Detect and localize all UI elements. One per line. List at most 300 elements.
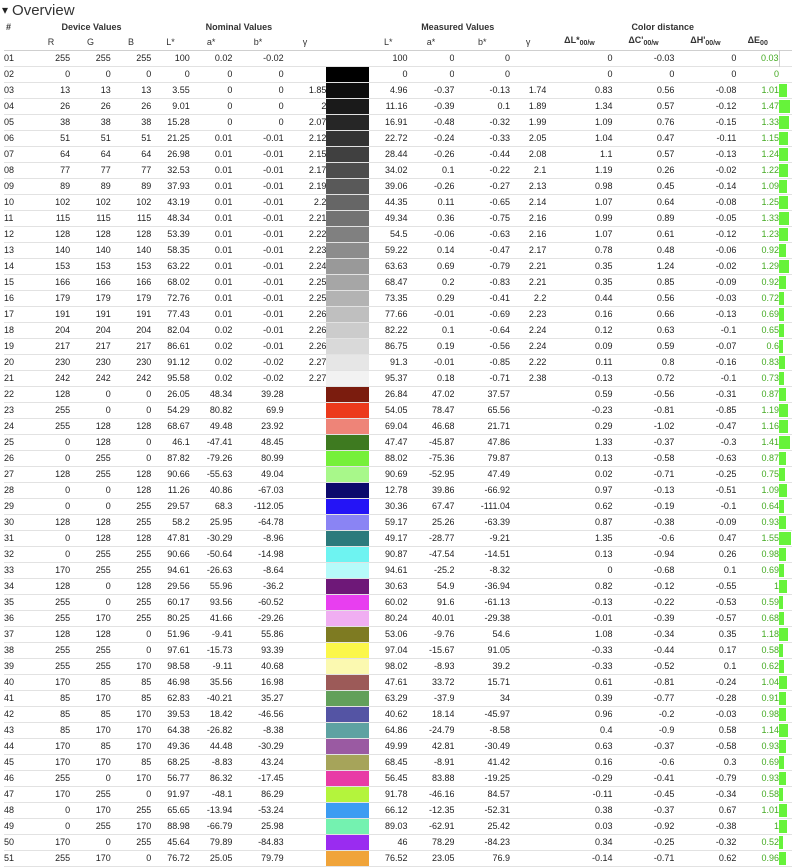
measured-a: -12.35 (428, 805, 455, 815)
nominal-l: 46.1 (172, 437, 190, 447)
table-row (4, 419, 792, 435)
row-index: 28 (4, 485, 15, 495)
nominal-b: -0.01 (263, 277, 284, 287)
delta-e-bar-fill (779, 132, 788, 145)
measured-b: -0.56 (489, 341, 510, 351)
nominal-a: 35.56 (209, 677, 233, 687)
swatch (326, 259, 369, 275)
measured-gamma (510, 563, 546, 579)
idx-header: # (6, 22, 12, 32)
device-g: 0 (105, 597, 111, 607)
delta-e-bar-fill (779, 580, 787, 593)
device-b: 0 (146, 405, 152, 415)
nominal-b: 0 (278, 101, 284, 111)
nominal-b: -29.26 (258, 613, 284, 623)
nominal-b: 0 (278, 69, 284, 79)
nominal-a: -9.41 (211, 629, 233, 639)
group-header-row (4, 20, 792, 34)
delta-c: 0.72 (656, 373, 675, 383)
swatch (326, 819, 369, 835)
color-swatch (326, 435, 369, 450)
nominal-b: 35.27 (261, 693, 284, 703)
nominal-l: 0 (184, 69, 190, 79)
nominal-gamma: 2.25 (308, 293, 327, 303)
overview-section-header[interactable] (0, 0, 800, 20)
nominal-gamma (284, 579, 327, 595)
measured-l: 73.35 (384, 293, 408, 303)
nominal-l: 32.53 (167, 165, 190, 175)
nominal-gamma: 2.2 (313, 197, 327, 207)
measured-a: -0.26 (433, 181, 455, 191)
row-index: 31 (4, 533, 15, 543)
measured-gamma (510, 803, 546, 819)
delta-c: 0.89 (656, 213, 675, 223)
row-index: 02 (4, 69, 15, 79)
measured-gamma (510, 531, 546, 547)
delta-l: 1.35 (595, 533, 613, 543)
color-swatch (326, 643, 369, 658)
device-r: 255 (55, 421, 71, 431)
delta-h: 0.67 (718, 805, 737, 815)
nominal-a: 0.01 (214, 165, 233, 175)
table-row (4, 179, 792, 195)
nominal-b: 79.79 (261, 853, 284, 863)
delta-l: -0.33 (592, 661, 613, 671)
measured-l: 47.47 (384, 437, 408, 447)
delta-h: -0.25 (715, 469, 737, 479)
measured-a: 23.05 (431, 853, 455, 863)
swatch (326, 643, 369, 659)
device-b: 166 (136, 277, 152, 287)
delta-l: 0.16 (595, 309, 613, 319)
device-b: 170 (136, 725, 152, 735)
delta-e-bar-fill (779, 324, 784, 337)
swatch (326, 83, 369, 99)
row-index: 37 (4, 629, 15, 639)
nominal-l: 51.96 (167, 629, 190, 639)
nominal-l: 3.55 (172, 85, 190, 95)
delta-c: 0.66 (656, 309, 675, 319)
measured-l: 39.06 (384, 181, 408, 191)
device-r: 242 (55, 373, 71, 383)
measured-a: 47.02 (431, 389, 455, 399)
row-index: 04 (4, 101, 15, 111)
table-row (4, 835, 792, 851)
measured-a: -9.76 (433, 629, 455, 639)
device-g: 153 (95, 261, 111, 271)
device-g: 204 (95, 325, 111, 335)
measured-gamma (510, 707, 546, 723)
measured-gamma (510, 387, 546, 403)
row-index: 11 (4, 213, 14, 223)
device-g: 242 (95, 373, 111, 383)
delta-c: -0.03 (653, 53, 675, 63)
delta-e-bar-fill (779, 228, 788, 241)
delta-e-bar-fill (779, 148, 788, 161)
delta-e-bar (779, 803, 792, 819)
delta-h: -0.06 (715, 245, 737, 255)
delta-e-bar-fill (779, 420, 788, 433)
delta-e-bar-fill (779, 388, 786, 401)
nominal-gamma (284, 403, 327, 419)
nominal-a: -79.26 (206, 453, 233, 463)
nominal-l: 76.72 (167, 853, 190, 863)
device-r: 255 (55, 613, 71, 623)
measured-gamma (510, 627, 546, 643)
measured-a: -46.16 (428, 789, 455, 799)
color-swatch (326, 115, 369, 130)
swatch (326, 691, 369, 707)
nominal-a: -55.63 (206, 469, 233, 479)
delta-e-bar (779, 467, 792, 483)
nominal-a: 0.01 (214, 277, 233, 287)
table-row (4, 579, 792, 595)
delta-e-bar-fill (779, 708, 786, 721)
delta-h: -0.34 (715, 789, 737, 799)
nominal-b: -36.2 (263, 581, 284, 591)
delta-e-bar (779, 611, 792, 627)
nominal-l: 37.93 (167, 181, 190, 191)
row-index: 42 (4, 709, 15, 719)
device-g: 255 (95, 453, 111, 463)
measured-a: 83.88 (431, 773, 455, 783)
delta-c: 0.48 (656, 245, 675, 255)
delta-e-bar (779, 131, 792, 147)
delta-l: 0.62 (595, 501, 613, 511)
delta-e-bar-fill (779, 484, 787, 497)
delta-e: 0.75 (761, 469, 780, 479)
delta-l: 1.04 (595, 133, 613, 143)
device-b: 217 (136, 341, 152, 351)
delta-e-bar-fill (779, 772, 786, 785)
color-swatch (326, 771, 369, 786)
row-index: 41 (4, 693, 15, 703)
measured-a: 25.26 (431, 517, 455, 527)
swatch (326, 835, 369, 851)
device-b: 0 (146, 645, 152, 655)
nominal-a: 93.56 (209, 597, 233, 607)
row-index: 13 (4, 245, 15, 255)
table-row (4, 115, 792, 131)
measured-l: 11.16 (385, 101, 408, 111)
measured-l: 68.47 (384, 277, 408, 287)
nominal-b: -67.03 (258, 485, 284, 495)
color-swatch (326, 627, 369, 642)
delta-e: 0.68 (761, 613, 780, 623)
device-g: 128 (95, 533, 111, 543)
measured-l: 0 (402, 69, 408, 79)
device-b: 191 (136, 309, 152, 319)
nominal-gamma: 2.27 (308, 373, 327, 383)
measured-gamma (510, 515, 546, 531)
measured-l: 60.02 (384, 597, 408, 607)
device-b: 51 (141, 133, 152, 143)
device-g: 0 (105, 69, 111, 79)
delta-e: 1.23 (761, 229, 780, 239)
device-b: 242 (136, 373, 152, 383)
delta-c: 0.56 (656, 293, 675, 303)
device-g: 0 (105, 837, 111, 847)
nominal-l: 94.61 (167, 565, 190, 575)
nominal-b: 69.9 (266, 405, 284, 415)
swatch (326, 531, 369, 547)
measured-b: -8.32 (489, 565, 510, 575)
measured-l: 56.45 (384, 773, 408, 783)
delta-l: 0.39 (595, 693, 613, 703)
nominal-l: 9.01 (172, 101, 190, 111)
measured-gamma (510, 819, 546, 835)
swatch (326, 419, 369, 435)
nominal-l: 80.25 (167, 613, 190, 623)
delta-e-bar (779, 259, 792, 275)
nominal-gamma (284, 67, 327, 83)
nominal-a: 0.01 (214, 213, 233, 223)
nominal-a: 0.01 (214, 245, 233, 255)
device-r: 255 (55, 853, 71, 863)
device-b: 255 (136, 517, 152, 527)
device-g: 128 (95, 421, 111, 431)
table-row (4, 515, 792, 531)
nominal-l: 65.65 (167, 805, 190, 815)
color-swatch (326, 259, 369, 274)
delta-l: 0.78 (595, 245, 613, 255)
delta-e: 0 (774, 69, 780, 79)
nominal-gamma (284, 483, 327, 499)
measured-l: 98.02 (384, 661, 408, 671)
color-swatch (326, 787, 369, 802)
measured-b: 84.57 (487, 789, 510, 799)
device-r: 89 (60, 181, 71, 191)
delta-c: -0.22 (653, 597, 675, 607)
device-r: 102 (55, 197, 71, 207)
delta-e: 1.09 (761, 485, 780, 495)
nominal-a: 49.48 (209, 421, 233, 431)
device-g: 128 (95, 517, 111, 527)
device-b: 85 (141, 693, 152, 703)
nominal-b: -0.01 (263, 149, 284, 159)
nominal-b: 43.24 (261, 757, 284, 767)
delta-h: -0.38 (715, 821, 737, 831)
delta-e: 0.69 (761, 309, 780, 319)
collapse-caret-icon[interactable]: ▾ (2, 3, 9, 17)
nominal-a: 0.01 (214, 261, 233, 271)
delta-l: 0 (607, 53, 613, 63)
r-header: R (47, 37, 55, 47)
row-index: 40 (4, 677, 15, 687)
color-swatch (326, 675, 369, 690)
measured-b: -0.79 (489, 261, 510, 271)
delta-l: -0.01 (592, 613, 613, 623)
nominal-gamma (284, 595, 327, 611)
delta-e-bar-fill (779, 212, 789, 225)
measured-gamma: 2.21 (528, 277, 547, 287)
nominal-a: 0.02 (214, 373, 233, 383)
swatch (326, 67, 369, 83)
measured-b: -30.49 (484, 741, 510, 751)
delta-c: -0.25 (653, 837, 675, 847)
measurement-table (4, 20, 792, 867)
nominal-b: -112.05 (253, 501, 284, 511)
color-swatch (326, 467, 369, 482)
nominal-l: 15.28 (167, 117, 190, 127)
delta-c: 0.8 (661, 357, 675, 367)
delta-l: -0.13 (592, 373, 613, 383)
swatch (326, 627, 369, 643)
device-g: 255 (95, 789, 111, 799)
measured-b: -0.83 (489, 277, 510, 287)
nominal-l: 90.66 (167, 549, 190, 559)
measured-a: -28.77 (428, 533, 455, 543)
measured-a: -25.2 (433, 565, 455, 575)
delta-e-bar-fill (779, 612, 784, 625)
color-swatch (326, 659, 369, 674)
delta-c: -0.45 (653, 789, 675, 799)
delta-e: 0.64 (761, 501, 780, 511)
delta-e: 1.33 (761, 117, 780, 127)
row-index: 51 (4, 853, 15, 863)
swatch (326, 195, 369, 211)
measured-gamma: 2.16 (528, 213, 547, 223)
table-row (4, 243, 792, 259)
device-g: 170 (95, 853, 111, 863)
measured-l: 89.03 (384, 821, 408, 831)
delta-l: 0.63 (595, 741, 613, 751)
nominal-gamma (284, 819, 327, 835)
table-row (4, 51, 792, 67)
nominal-gamma (284, 515, 327, 531)
color-swatch (326, 243, 369, 258)
measured-a: 0.1 (441, 165, 455, 175)
nominal-a: 25.95 (209, 517, 233, 527)
nominal-gamma (284, 611, 327, 627)
delta-c: -0.41 (653, 773, 675, 783)
device-r: 204 (55, 325, 71, 335)
delta-l: 0.29 (595, 421, 613, 431)
delta-e-bar-fill (779, 516, 786, 529)
delta-e-bar-fill (779, 740, 786, 753)
measured-b: 91.05 (487, 645, 510, 655)
row-index: 35 (4, 597, 15, 607)
nominal-gamma (284, 675, 327, 691)
delta-c: 0.59 (656, 341, 675, 351)
delta-c: 0.26 (656, 165, 675, 175)
color-swatch (326, 291, 369, 306)
nominal-gamma (284, 707, 327, 723)
delta-e: 0.83 (761, 357, 780, 367)
row-index: 44 (4, 741, 15, 751)
swatch (326, 563, 369, 579)
delta-e-bar-fill (779, 260, 789, 273)
table-row (4, 259, 792, 275)
measured-gamma: 1.99 (528, 117, 547, 127)
swatch (326, 163, 369, 179)
measured-l: 77.66 (384, 309, 408, 319)
measured-b: -0.75 (489, 213, 510, 223)
device-r: 0 (65, 501, 71, 511)
device-r: 0 (65, 821, 71, 831)
delta-c: -0.77 (653, 693, 675, 703)
delta-c: -0.68 (653, 565, 675, 575)
delta-h: -0.63 (715, 453, 737, 463)
measured-b: -0.69 (489, 309, 510, 319)
delta-h: 0.58 (718, 725, 737, 735)
nominal-gamma (284, 435, 327, 451)
device-g: 230 (95, 357, 111, 367)
swatch (326, 131, 369, 147)
delta-l: 0.82 (595, 581, 613, 591)
nominal-l: 90.66 (167, 469, 190, 479)
measured-a: 46.68 (431, 421, 455, 431)
color-swatch (326, 547, 369, 562)
measured-gamma: 1.89 (528, 101, 547, 111)
nominal-l: 11.26 (167, 485, 190, 495)
measured-b: -45.97 (484, 709, 510, 719)
measured-l: 4.96 (389, 85, 408, 95)
delta-e-bar (779, 147, 792, 163)
delta-e-bar (779, 659, 792, 675)
measured-a: -0.06 (433, 229, 455, 239)
measured-gamma (510, 483, 546, 499)
measured-b: -0.63 (489, 229, 510, 239)
delta-l: 0.98 (595, 181, 613, 191)
table-row (4, 531, 792, 547)
delta-e: 0.6 (766, 341, 780, 351)
device-g: 115 (96, 213, 111, 223)
table-row (4, 755, 792, 771)
measured-b: 41.42 (487, 757, 510, 767)
swatch (326, 595, 369, 611)
delta-h: -0.51 (715, 485, 737, 495)
delta-c: -0.9 (658, 725, 675, 735)
nominal-l: 54.29 (167, 405, 190, 415)
nominal-a: 86.32 (209, 773, 233, 783)
measured-l: 59.17 (384, 517, 408, 527)
measured-b: 76.9 (492, 853, 510, 863)
nominal-l: 29.56 (167, 581, 190, 591)
table-row (4, 227, 792, 243)
nominal-a: -15.73 (206, 645, 233, 655)
device-b: 140 (136, 245, 152, 255)
delta-h: -0.47 (715, 421, 737, 431)
measured-l: 30.63 (384, 581, 408, 591)
swatch (326, 707, 369, 723)
nominal-a: 0.01 (214, 309, 233, 319)
nominal-b: 0 (278, 117, 284, 127)
delta-e: 0.87 (761, 389, 780, 399)
measured-gamma (510, 435, 546, 451)
delta-h: 0 (731, 69, 737, 79)
table-row (4, 691, 792, 707)
nominal-gamma (284, 755, 327, 771)
color-swatch (326, 803, 369, 818)
nominal-b: -0.01 (263, 229, 284, 239)
table-row (4, 83, 792, 99)
row-index: 49 (4, 821, 15, 831)
measured-b: -111.04 (480, 501, 510, 511)
nominal-b: 48.45 (261, 437, 284, 447)
measured-gamma: 1.74 (528, 85, 547, 95)
measured-a: -0.26 (433, 149, 455, 159)
device-b: 115 (136, 213, 152, 223)
measured-b: -0.71 (489, 373, 510, 383)
device-g: 217 (95, 341, 111, 351)
delta-h: -0.55 (715, 581, 737, 591)
delta-l: 0.09 (595, 341, 613, 351)
delta-c: -0.13 (653, 485, 675, 495)
row-index: 48 (4, 805, 15, 815)
measured-gamma (510, 611, 546, 627)
nominal-gamma (284, 835, 327, 851)
